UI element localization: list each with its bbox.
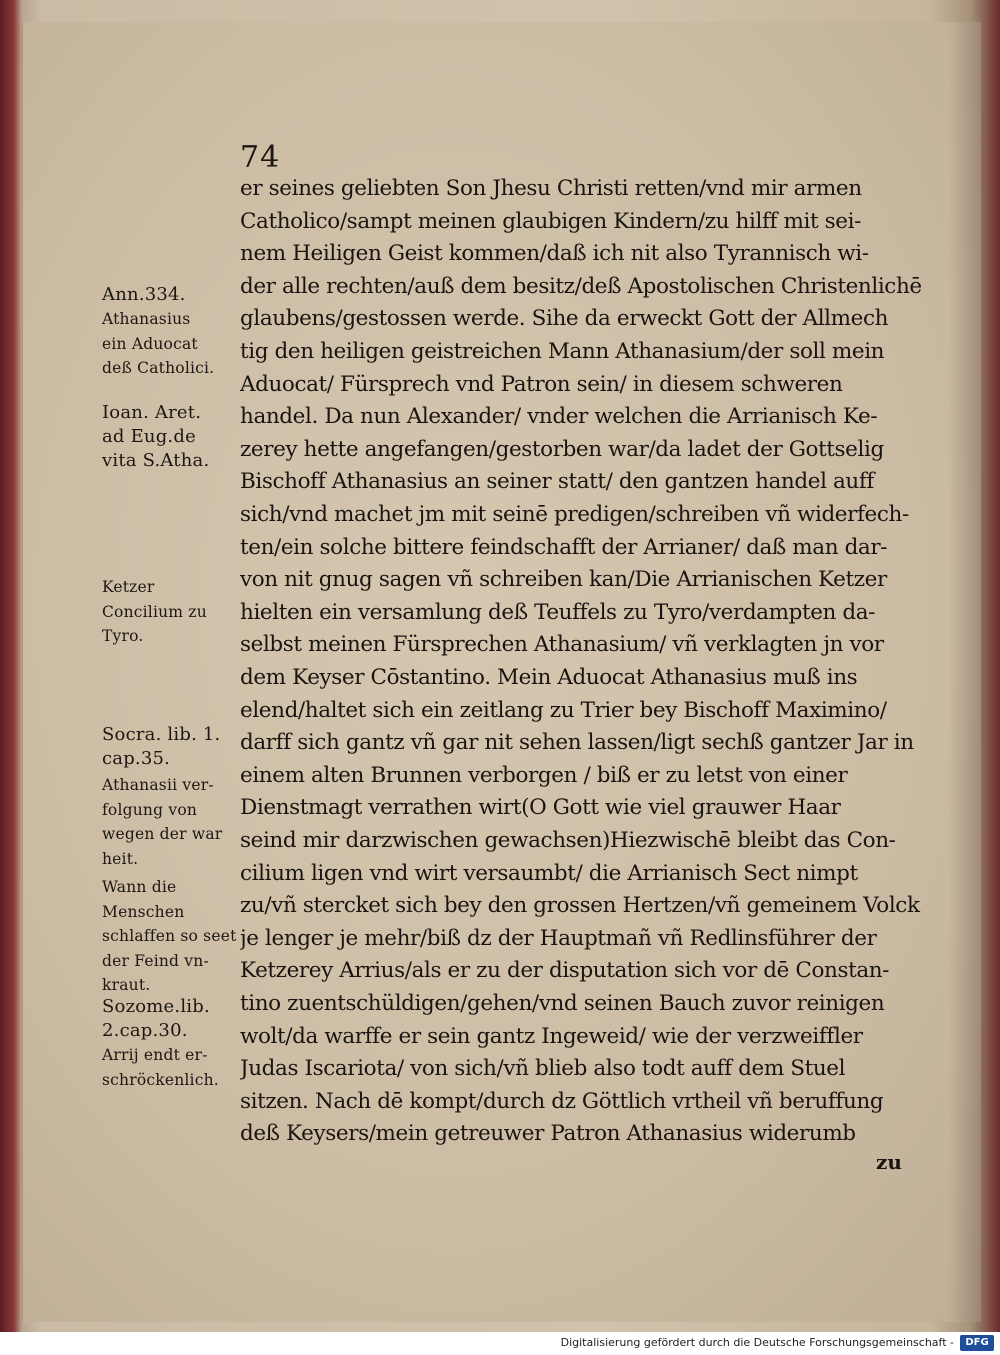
text-line: wolt/da warffe er sein gantz Ingeweid/ wie der verzweiffler [240, 1023, 863, 1049]
text-line: einem alten Brunnen verborgen / biß er zu letst von einer [240, 762, 848, 788]
text-line: Catholico/sampt meinen glaubigen Kindern/zu hilff mit sei- [240, 208, 861, 234]
margin-note: Athanasius ein Aduocat deß Catholici. [102, 310, 215, 377]
text-line: seind mir darzwischen gewachsen)Hiezwischē bleibt das Con- [240, 828, 896, 853]
margin-note: Ketzer Concilium zu Tyro. [102, 578, 207, 645]
margin-note: Socra. lib. 1. cap.35. [102, 724, 221, 769]
text-line: je lenger je mehr/biß dz der Hauptmañ vñ Redlinsführer der [240, 925, 877, 951]
catchword: zu [876, 1150, 902, 1174]
text-line: selbst meinen Fürsprechen Athanasium/ vñ verklagten jn vor [240, 632, 884, 658]
text-line: tig den heiligen geistreichen Mann Athanasium/der soll mein [240, 339, 885, 364]
text-line: handel. Da nun Alexander/ vnder welchen die Arrianisch Ke- [240, 404, 878, 430]
margin-note: Sozome.lib. 2.cap.30. [102, 996, 210, 1041]
text-line: von nit gnug sagen vñ schreiben kan/Die Arrianischen Ketzer [240, 567, 887, 593]
dfg-logo: DFG [960, 1335, 994, 1351]
text-line: Bischoff Athanasius an seiner statt/ den gantzen handel auff [240, 469, 874, 495]
text-line: hielten ein versamlung deß Teuffels zu Tyro/verdampten da- [240, 599, 876, 625]
footer-credit: Digitalisierung gefördert durch die Deutsche Forschungsgemeinschaft - [560, 1336, 954, 1349]
text-line: tino zuentschüldigen/gehen/vnd seinen Bauch zuvor reinigen [240, 991, 885, 1016]
text-line: Aduocat/ Fürsprech vnd Patron sein/ in diesem schweren [240, 371, 843, 397]
margin-note: Athanasii ver- folgung von wegen der war heit. [102, 776, 223, 868]
text-line: Ketzerey Arrius/als er zu der disputation sich vor dē Constan- [240, 958, 890, 984]
text-line: darff sich gantz vñ gar nit sehen lassen/ligt sechß gantzer Jar in [240, 730, 914, 756]
text-line: glaubens/gestossen werde. Sihe da erweckt Gott der Allmech [240, 306, 889, 332]
text-line: elend/haltet sich ein zeitlang zu Trier bey Bischoff Maximino/ [240, 697, 887, 723]
text-line: sitzen. Nach dē kompt/durch dz Göttlich vrtheil vñ beruffung [240, 1088, 884, 1114]
text-line: er seines geliebten Son Jhesu Christi retten/vnd mir armen [240, 176, 862, 201]
page-gutter-shadow [949, 22, 981, 1322]
text-line: nem Heiligen Geist kommen/daß ich nit also Tyrannisch wi- [240, 241, 869, 267]
text-line: Judas Iscariota/ von sich/vñ blieb also todt auff dem Stuel [240, 1056, 846, 1082]
margin-note: Ann.334. [102, 284, 186, 305]
margin-note: Arrij endt er- schröckenlich. [102, 1046, 219, 1089]
text-line: ten/ein solche bittere feindschafft der Arrianer/ daß man dar- [240, 534, 888, 560]
text-line: dem Keyser Cōstantino. Mein Aduocat Athanasius muß ins [240, 665, 858, 690]
text-line: Dienstmagt verrathen wirt(O Gott wie viel grauwer Haar [240, 795, 841, 821]
page-number: 74 [240, 140, 281, 175]
text-line: der alle rechten/auß dem besitz/deß Apostolischen Christenlichē [240, 273, 922, 299]
text-line: sich/vnd machet jm mit seinē predigen/schreiben vñ widerfech- [240, 502, 909, 527]
margin-note: Ioan. Aret. ad Eug.de vita S.Atha. [102, 402, 210, 471]
footer-bar [0, 1332, 1000, 1355]
text-line: zu/vñ stercket sich bey den grossen Hertzen/vñ gemeinem Volck [240, 893, 920, 919]
margin-note: Wann die Menschen schlaffen so seet der Feind vn- kraut. [102, 878, 237, 994]
text-line: deß Keysers/mein getreuwer Patron Athanasius widerumb [240, 1121, 856, 1147]
text-line: cilium ligen vnd wirt versaumbt/ die Arrianisch Sect nimpt [240, 860, 858, 886]
text-line: zerey hette angefangen/gestorben war/da ladet der Gottselig [240, 436, 884, 462]
